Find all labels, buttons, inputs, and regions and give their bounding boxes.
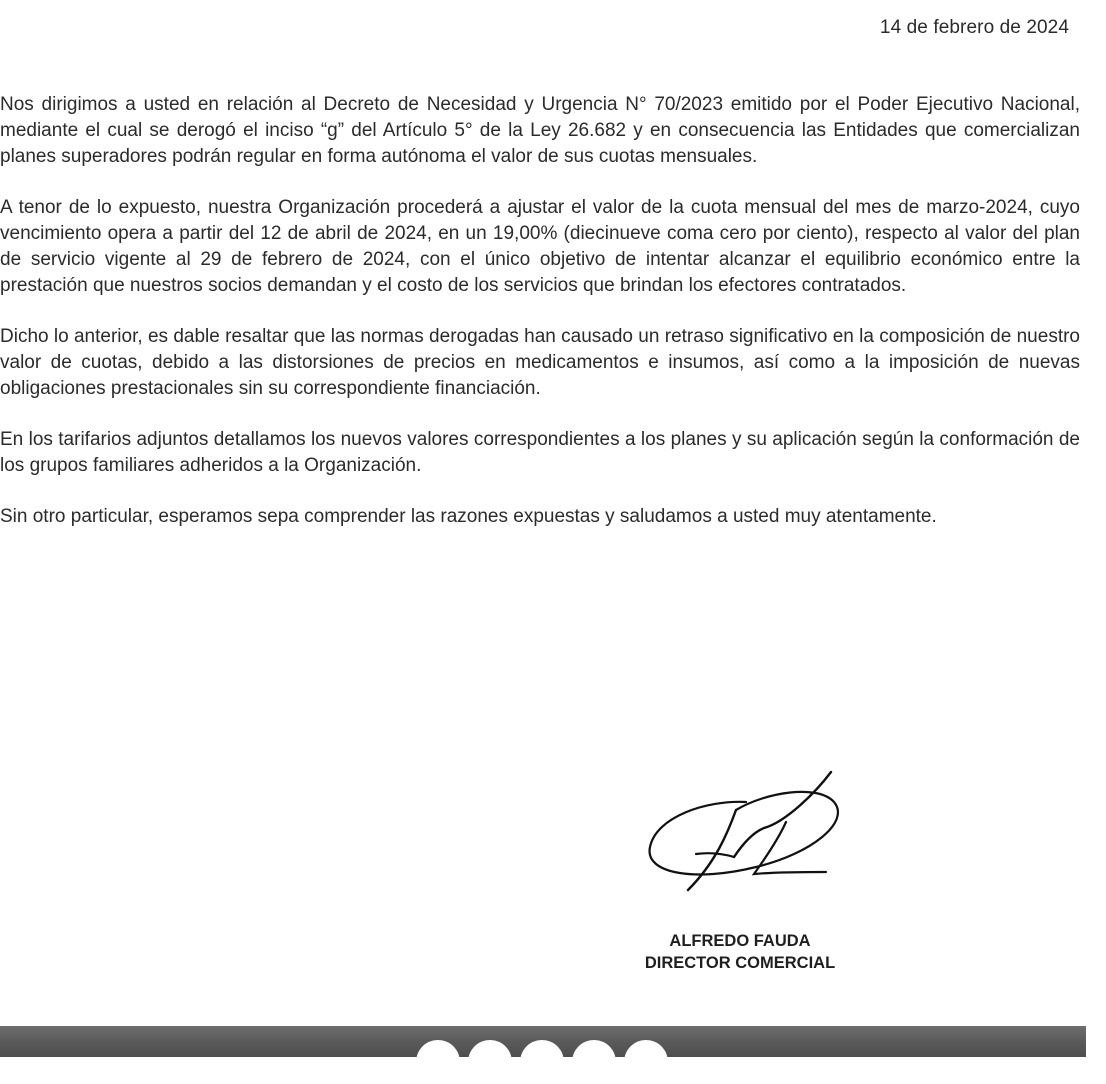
handwritten-signature bbox=[636, 762, 856, 902]
paragraph-closing: Sin otro particular, esperamos sepa comprender las razones expuestas y saludamos a usted muy atentamente. bbox=[0, 506, 937, 527]
letter-date: 14 de febrero de 2024 bbox=[879, 17, 1069, 38]
letter-body bbox=[0, 92, 1080, 555]
paragraph-reasons: Dicho lo anterior, es dable resaltar que las normas derogadas han causado un retraso significativo en la composición de nuestro valor de cuotas, debido a las distorsiones de precios en medicamentos e insumos, así como a la imposición de nuevas obligaciones prestacionales sin su correspondiente financiación. bbox=[0, 326, 1080, 399]
signer-name: ALFREDO FAUDA bbox=[669, 932, 811, 950]
footer-decoration-dot bbox=[468, 1040, 512, 1084]
signer-title: DIRECTOR COMERCIAL bbox=[644, 954, 836, 972]
signer-block bbox=[560, 930, 920, 974]
footer-decoration-dot bbox=[624, 1040, 668, 1084]
footer-decoration-dot bbox=[572, 1040, 616, 1084]
paragraph-decree: Nos dirigimos a usted en relación al Decreto de Necesidad y Urgencia N° 70/2023 emitido por el Poder Ejecutivo Nacional, mediante el cual se derogó el inciso “g” del Artículo 5° de la Ley 26.682 y en consecuencia las Entidades que comercializan planes superadores podrán regular en forma autónoma el valor de sus cuotas mensuales. bbox=[0, 94, 1080, 167]
footer-decoration-dot bbox=[416, 1040, 460, 1084]
paragraph-adjustment: A tenor de lo expuesto, nuestra Organización procederá a ajustar el valor de la cuota mensual del mes de marzo-2024, cuyo vencimiento opera a partir del 12 de abril de 2024, en un 19,00% (diecinueve coma cero por ciento), respecto al valor del plan de servicio vigente al 29 de febrero de 2024, con el único objetivo de intentar alcanzar el equilibrio económico entre la prestación que nuestros socios demandan y el costo de los servicios que brindan los efectores contratados. bbox=[0, 197, 1080, 296]
paragraph-tariffs: En los tarifarios adjuntos detallamos los nuevos valores correspondientes a los planes y su aplicación según la conformación de los grupos familiares adheridos a la Organización. bbox=[0, 429, 1080, 476]
footer-decoration-dot bbox=[520, 1040, 564, 1084]
